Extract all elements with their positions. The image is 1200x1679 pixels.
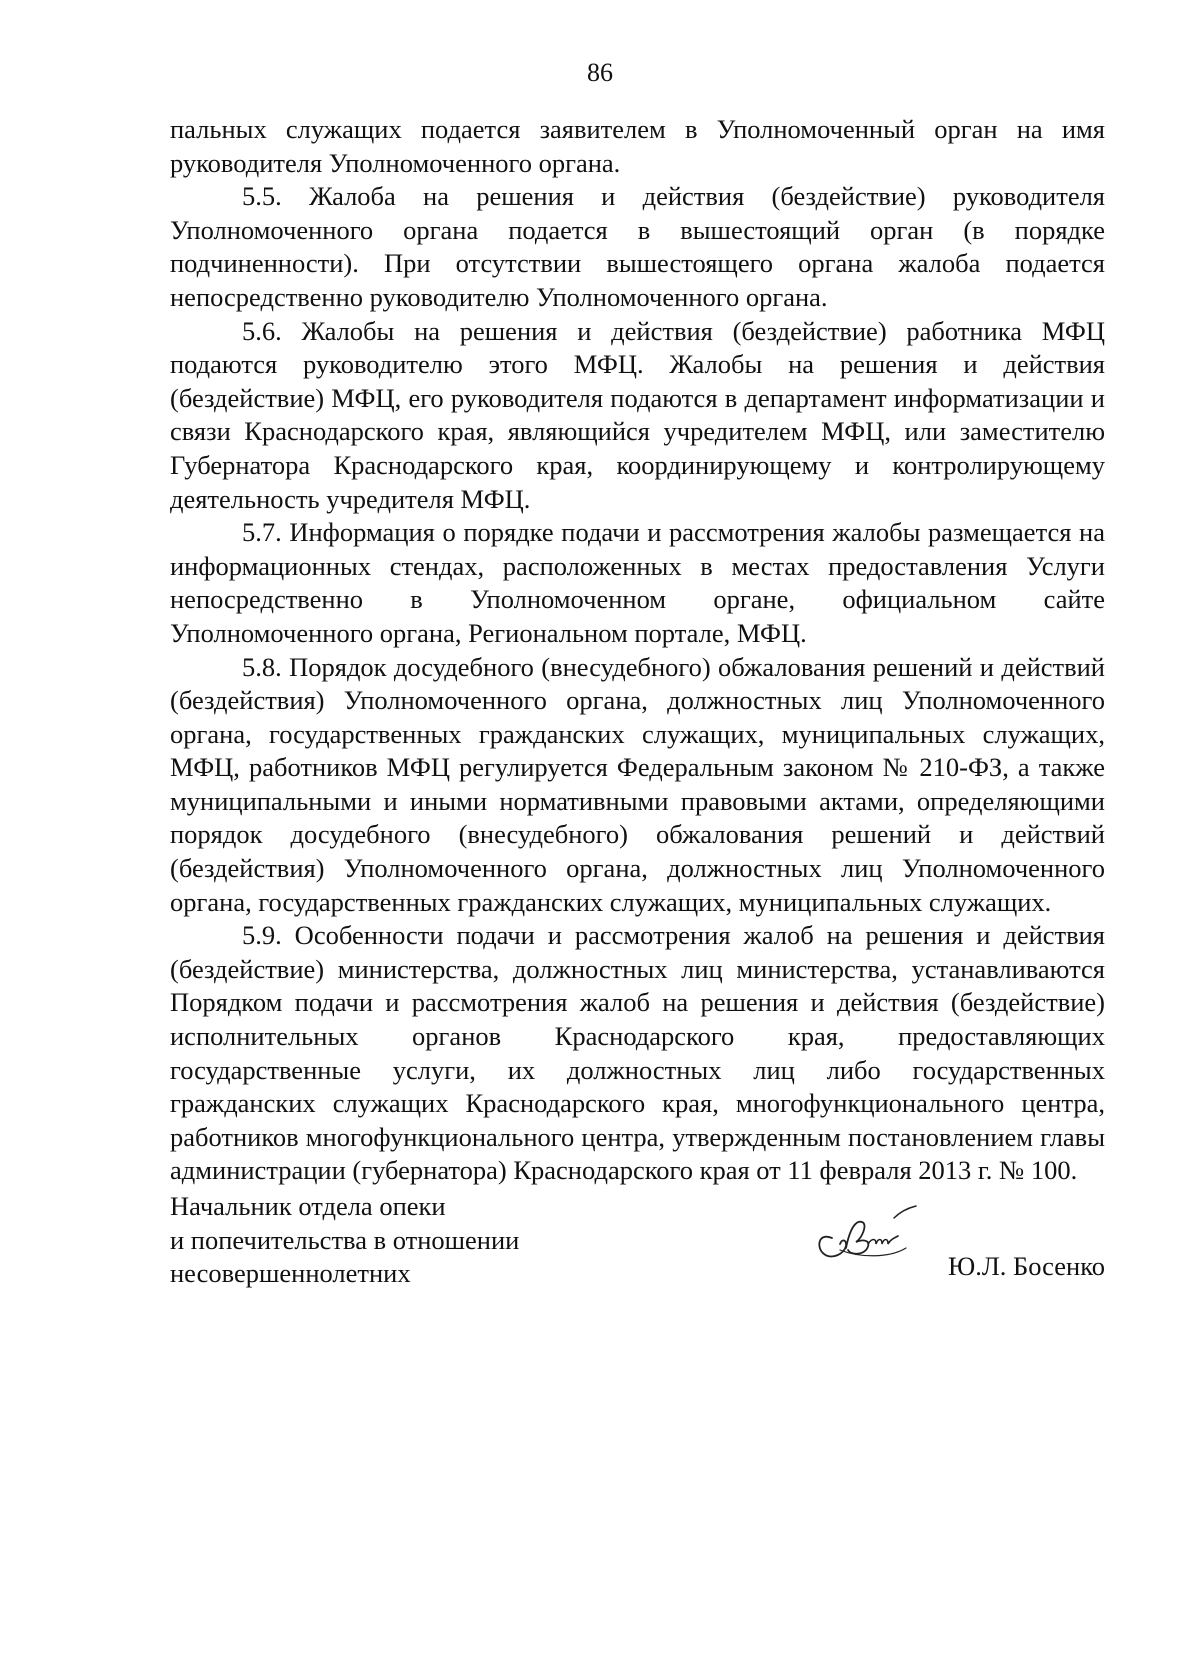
signer-position-line: Начальник отдела опеки	[170, 1191, 446, 1221]
handwritten-signature	[810, 1198, 930, 1268]
paragraph-5-5: 5.5. Жалоба на решения и действия (бездействие) руководителя Уполномоченного органа подается в вышестоящий орган (в порядке подчиненности). При отсутствии вышестоящего органа жалоба подается непосредственно руководителю Уполномоченного органа.	[170, 181, 1105, 312]
signer-position-line: и попечительства в отношении	[170, 1224, 520, 1255]
signer-name: Ю.Л. Босенко	[947, 1251, 1105, 1281]
page-number: 86	[587, 58, 613, 87]
signature-block	[170, 1190, 1105, 1300]
document-body	[170, 113, 1105, 1188]
signer-position-line: несовершеннолетних	[170, 1258, 411, 1289]
paragraph-5-6: 5.6. Жалобы на решения и действия (бездействие) работника МФЦ подаются руководителю этого МФЦ. Жалобы на решения и действия (бездействие) МФЦ, его руководителя подаются в департамент информатизации и связи Краснодарского края, являющийся учредителем МФЦ, или заместителю Губернатора Краснодарского края, координирующему и контролирующему деятельность учредителя МФЦ.	[170, 315, 1105, 514]
paragraph-continuation: пальных служащих подается заявителем в Уполномоченный орган на имя руководителя Уполномоченного органа.	[170, 114, 1105, 178]
paragraph-5-9: 5.9. Особенности подачи и рассмотрения жалоб на решения и действия (бездействие) министерства, должностных лиц министерства, устанавливаются Порядком подачи и рассмотрения жалоб на решения и действия (бездействие) исполнительных органов Краснодарского края, предоставляющих государственные услуги, их должностных лиц либо государственных гражданских служащих Краснодарского края, многофункционального центра, работников многофункционального центра, утвержденным постановлением главы администрации (губернатора) Краснодарского края от 11 февраля 2013 г. № 100.	[170, 920, 1105, 1186]
paragraph-5-8: 5.8. Порядок досудебного (внесудебного) обжалования решений и действий (бездействия) Уполномоченного органа, должностных лиц Уполномоченного органа, государственных гражданских служащих, муниципальных служащих, МФЦ, работников МФЦ регулируется Федеральным законом № 210-ФЗ, а также муниципальными и иными нормативными правовыми актами, определяющими порядок досудебного (внесудебного) обжалования решений и действий (бездействия) Уполномоченного органа, должностных лиц Уполномоченного органа, государственных гражданских служащих, муниципальных служащих.	[170, 651, 1105, 917]
signer-position	[170, 1190, 519, 1291]
paragraph-5-7: 5.7. Информация о порядке подачи и рассмотрения жалобы размещается на информационных стендах, расположенных в местах предоставления Услуги непосредственно в Уполномоченном органе, официальном сайте Уполномоченного органа, Региональном портале, МФЦ.	[170, 517, 1105, 648]
